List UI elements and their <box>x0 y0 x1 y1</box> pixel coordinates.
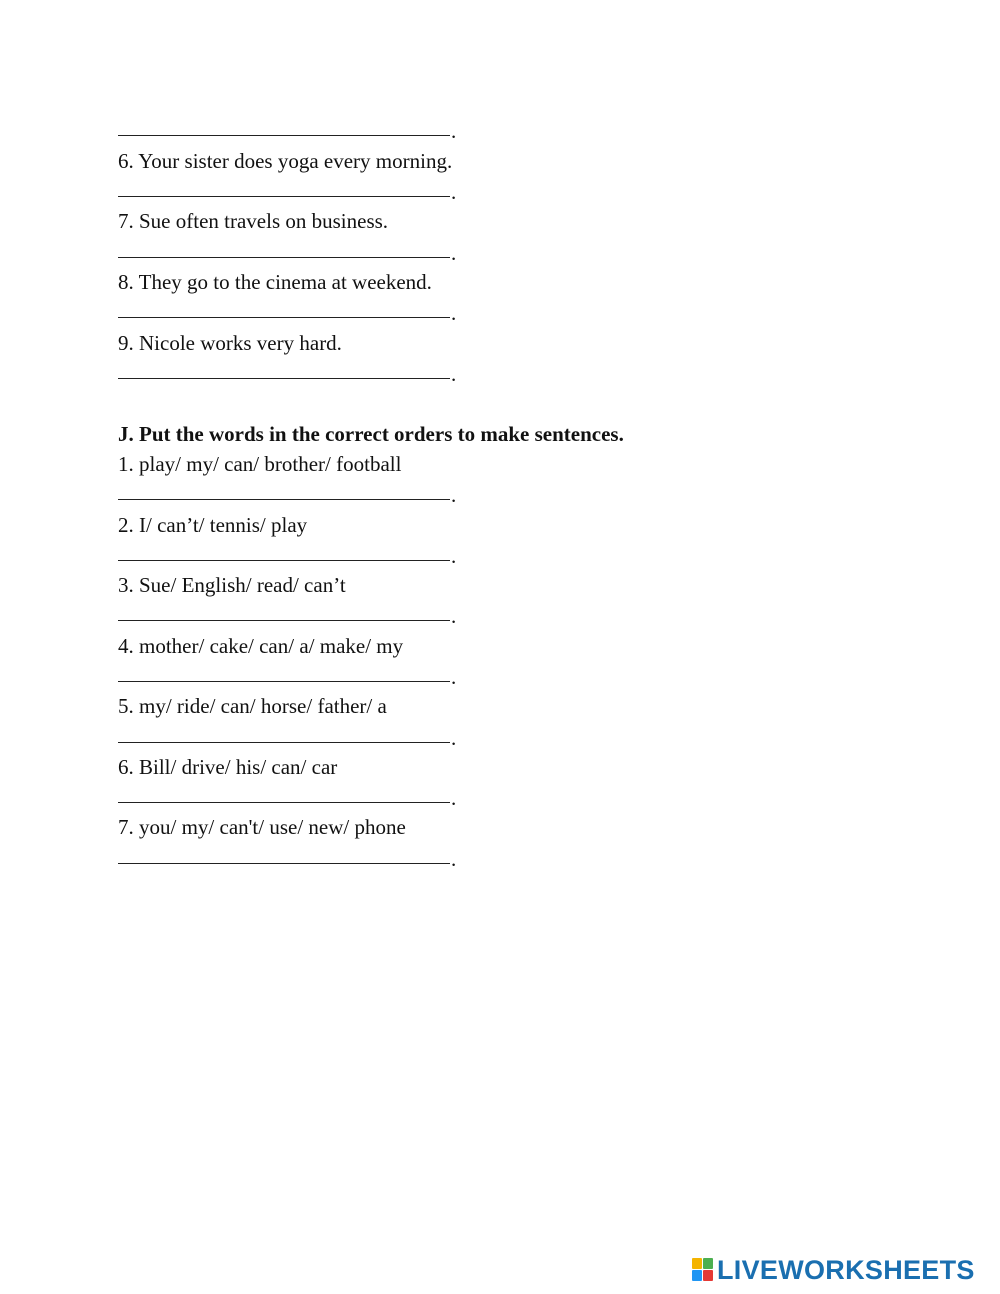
answer-line[interactable]: . <box>118 599 458 627</box>
exercise-item: 4. mother/ cake/ can/ a/ make/ my <box>118 634 404 658</box>
liveworksheets-logo[interactable] <box>692 1256 975 1284</box>
exercise-item: 1. play/ my/ can/ brother/ football <box>118 452 402 476</box>
answer-line[interactable]: . <box>118 781 458 809</box>
exercise-item: 6. Your sister does yoga every morning. <box>118 149 453 173</box>
section-heading: J. Put the words in the correct orders to make sentences. <box>118 422 624 446</box>
exercise-item: 7. Sue often travels on business. <box>118 209 389 233</box>
answer-line[interactable]: . <box>118 660 458 688</box>
exercise-item: 9. Nicole works very hard. <box>118 331 342 355</box>
answer-line[interactable]: . <box>118 296 458 324</box>
answer-line[interactable]: . <box>118 114 458 142</box>
answer-line[interactable]: . <box>118 721 458 749</box>
answer-line[interactable]: . <box>118 357 458 385</box>
answer-line[interactable]: . <box>118 539 458 567</box>
exercise-item: 7. you/ my/ can't/ use/ new/ phone <box>118 815 406 839</box>
exercise-item: 6. Bill/ drive/ his/ can/ car <box>118 755 338 779</box>
logo-text: LIVEWORKSHEETS <box>717 1254 975 1285</box>
exercise-item: 2. I/ can’t/ tennis/ play <box>118 513 308 537</box>
exercise-item: 3. Sue/ English/ read/ can’t <box>118 573 346 597</box>
answer-line[interactable]: . <box>118 478 458 506</box>
answer-line[interactable]: . <box>118 236 458 264</box>
exercise-item: 8. They go to the cinema at weekend. <box>118 270 432 294</box>
exercise-item: 5. my/ ride/ can/ horse/ father/ a <box>118 694 387 718</box>
answer-line[interactable]: . <box>118 842 458 870</box>
answer-line[interactable]: . <box>118 175 458 203</box>
logo-mark-icon <box>692 1258 714 1282</box>
